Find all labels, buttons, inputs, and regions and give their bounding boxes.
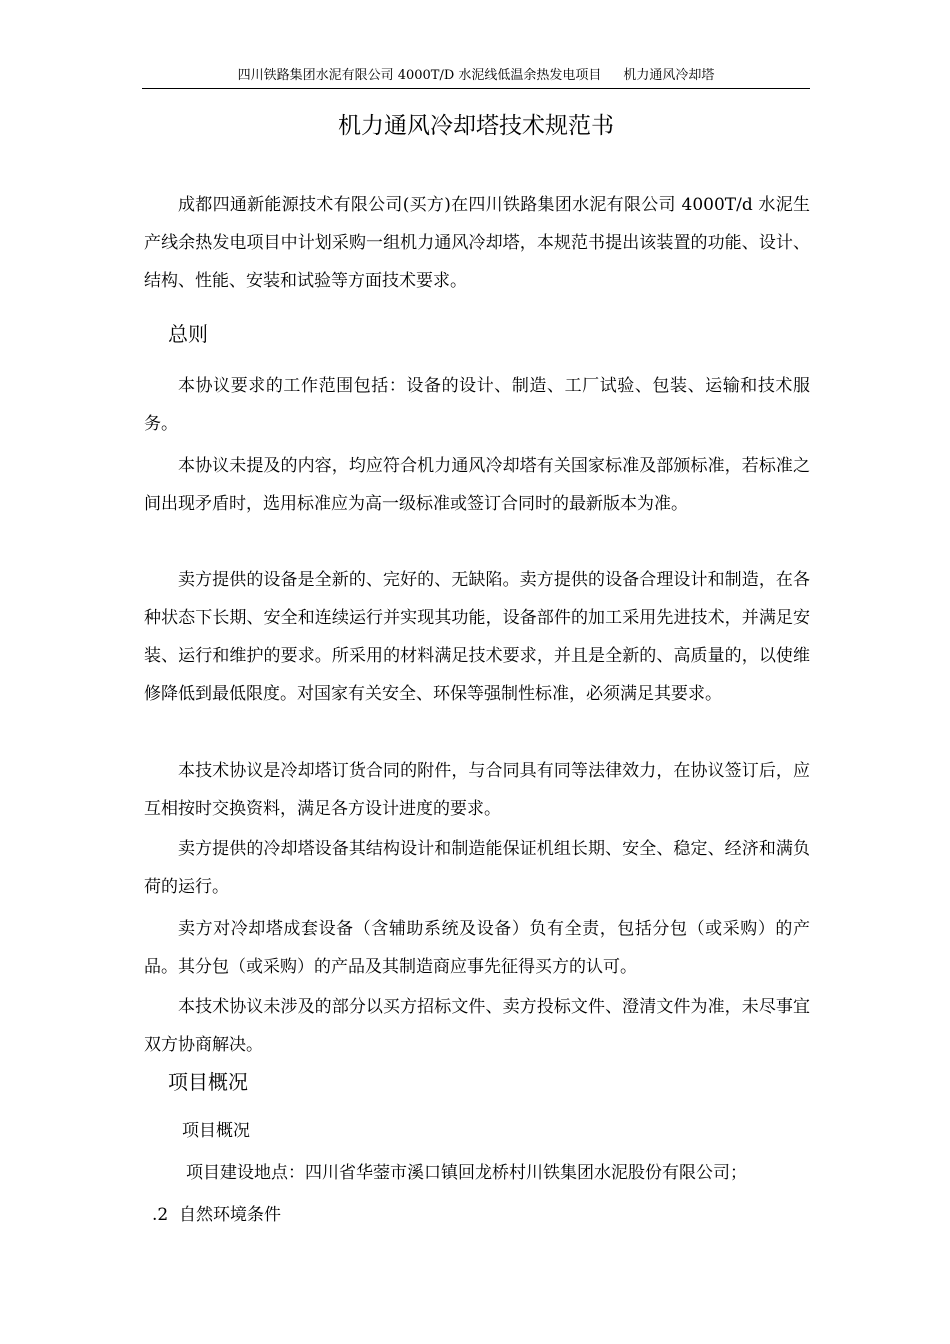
general-paragraph-7: 本技术协议未涉及的部分以买方招标文件、卖方投标文件、澄清文件为准，未尽事宜双方协商解决。 <box>144 997 810 1055</box>
intro-paragraph: 成都四通新能源技术有限公司(买方)在四川铁路集团水泥有限公司 4000T/d 水泥生产线余热发电项目中计划采购一组机力通风冷却塔，本规范书提出该装置的功能、设计、结构、性能、安装和试验等方面技术要求。 <box>144 195 810 291</box>
general-paragraph-5: 卖方提供的冷却塔设备其结构设计和制造能保证机组长期、安全、稳定、经济和满负荷的运行。 <box>144 839 810 897</box>
page-header <box>142 64 810 89</box>
header-project-text: 四川铁路集团水泥有限公司 4000T/D 水泥线低温余热发电项目 <box>237 68 602 83</box>
general-paragraph-3: 卖方提供的设备是全新的、完好的、无缺陷。卖方提供的设备合理设计和制造，在各种状态下长期、安全和连续运行并实现其功能，设备部件的加工采用先进技术，并满足安装、运行和维护的要求。所采用的材料满足技术要求，并且是全新的、高质量的，以使维修降低到最低限度。对国家有关安全、环保等强制性标准，必须满足其要求。 <box>144 570 810 704</box>
general-paragraph-4: 本技术协议是冷却塔订货合同的附件，与合同具有同等法律效力，在协议签订后，应互相按时交换资料，满足各方设计进度的要求。 <box>144 761 810 819</box>
document-title: 机力通风冷却塔技术规范书 <box>338 113 614 139</box>
item-label: 自然环境条件 <box>179 1205 282 1225</box>
general-paragraph-2: 本协议未提及的内容，均应符合机力通风冷却塔有关国家标准及部颁标准，若标准之间出现矛盾时，选用标准应为高一级标准或签订合同时的最新版本为准。 <box>144 456 810 514</box>
section-heading-general: 总则 <box>168 322 208 346</box>
header-equipment-text: 机力通风冷却塔 <box>623 68 715 83</box>
general-paragraph-6: 卖方对冷却塔成套设备（含辅助系统及设备）负有全责，包括分包（或采购）的产品。其分包（或采购）的产品及其制造商应事先征得买方的认可。 <box>144 919 810 977</box>
item-number: .2 <box>152 1205 169 1225</box>
section-heading-overview: 项目概况 <box>168 1070 248 1094</box>
project-site-line: 项目建设地点：四川省华蓥市溪口镇回龙桥村川铁集团水泥股份有限公司； <box>186 1163 747 1183</box>
natural-conditions-item <box>152 1196 281 1234</box>
sub-heading-overview: 项目概况 <box>182 1121 250 1141</box>
general-paragraph-1: 本协议要求的工作范围包括：设备的设计、制造、工厂试验、包装、运输和技术服务。 <box>144 376 810 434</box>
